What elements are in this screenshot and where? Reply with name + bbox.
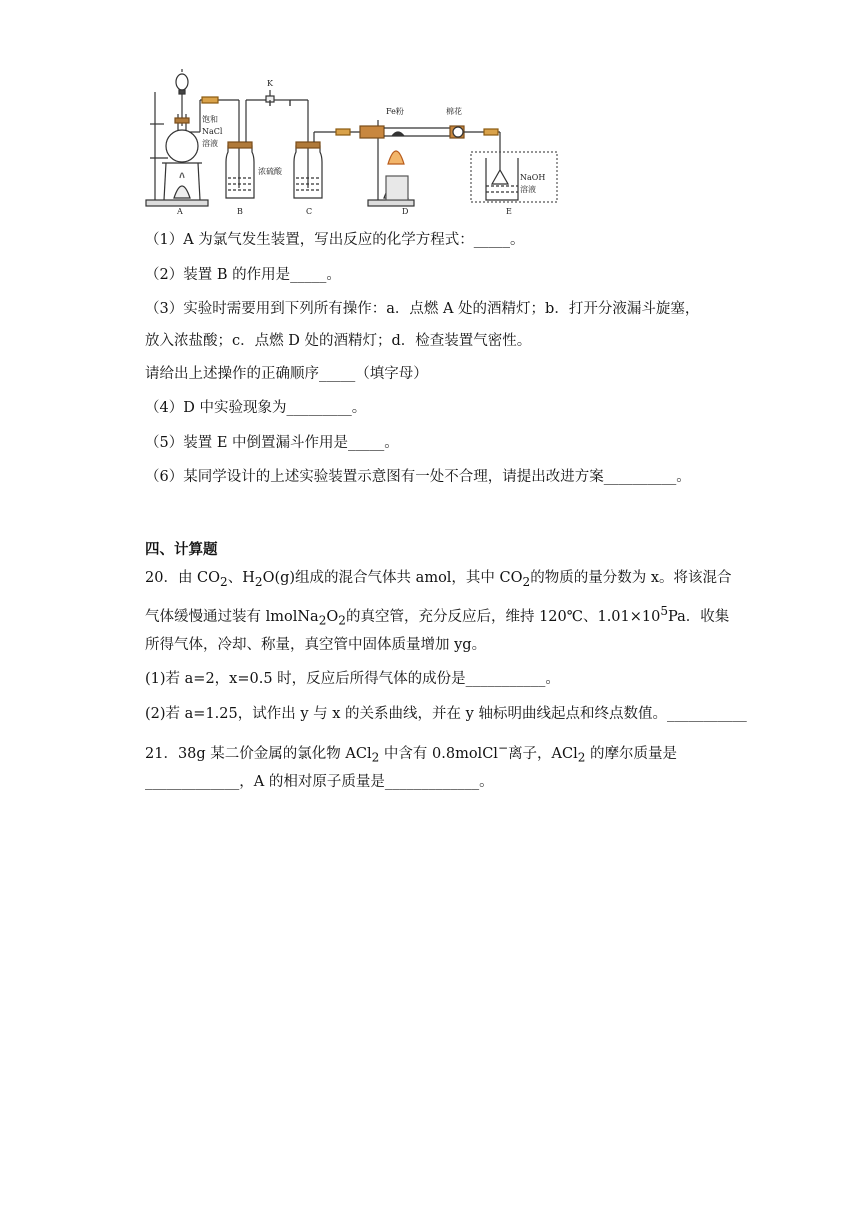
q20-sub1: (1)若 a=2，x=0.5 时，反应后所得气体的成份是___________。	[145, 671, 560, 687]
label-d: D	[402, 207, 409, 216]
label-naoh-1: NaOH	[520, 173, 546, 182]
q19-sub3-line2: 放入浓盐酸；c．点燃 D 处的酒精灯；d．检查装置气密性。	[145, 333, 532, 349]
label-conc-sulfuric: 浓硫酸	[258, 167, 282, 176]
q19-sub6: （6）某同学设计的上述实验装置示意图有一处不合理，请提出改进方案__________。	[145, 469, 691, 485]
label-nacl-2: NaCl	[202, 127, 223, 136]
q20-paragraph-line1: 20．由 $CO_2$、$H_2O(g)$组成的混合气体共 amol，其中 $CO_2$的物质的量分数为 x。将该混合	[145, 570, 732, 589]
q21-line2: _____________，A 的相对原子质量是_____________。	[145, 774, 494, 790]
label-k: K	[267, 79, 273, 88]
label-nacl-3: 溶液	[202, 139, 218, 148]
q19-sub4: （4）D 中实验现象为_________。	[145, 400, 367, 416]
label-fe-powder: Fe粉	[386, 107, 404, 116]
q19-sub3-line1: （3）实验时需要用到下列所有操作：a．点燃 A 处的酒精灯；b．打开分液漏斗旋塞，	[145, 301, 700, 317]
label-cotton: 棉花	[446, 107, 462, 116]
label-c: C	[306, 207, 313, 216]
q19-sub5: （5）装置 E 中倒置漏斗作用是_____。	[145, 435, 399, 451]
round-bottom-flask	[166, 130, 198, 162]
q19-sub1: （1）A 为氯气发生装置，写出反应的化学方程式：_____。	[145, 232, 525, 248]
stand-base-a	[146, 200, 208, 206]
label-e: E	[506, 207, 512, 216]
separating-funnel	[176, 74, 188, 90]
q21-line1: 21．38g 某二价金属的氯化物 ACl$_2$ 中含有 0.8molCl−离子，ACl$_2$ 的摩尔质量是	[145, 741, 678, 765]
label-a: A	[177, 207, 183, 216]
q19-sub3-line3: 请给出上述操作的正确顺序_____（填字母）	[145, 366, 428, 382]
q19-sub2: （2）装置 B 的作用是_____。	[145, 267, 341, 283]
label-nacl-1: 饱和	[202, 115, 218, 124]
label-b: B	[237, 207, 243, 216]
q20-sub2: (2)若 a=1.25，试作出 y 与 x 的关系曲线，并在 y 轴标明曲线起点和终点数值。___________	[145, 706, 747, 722]
label-naoh-2: 溶液	[520, 185, 536, 194]
q20-paragraph-line3: 所得气体，冷却、称量，真空管中固体质量增加 yg。	[145, 637, 487, 653]
apparatus-diagram	[140, 66, 570, 216]
q20-paragraph-line2: 气体缓慢通过装有 $lmolNa_2O_2$的真空管，充分反应后，维持 120℃、$1.01\times 10^5Pa$．收集	[145, 604, 730, 628]
section-heading: 四、计算题	[145, 542, 218, 558]
